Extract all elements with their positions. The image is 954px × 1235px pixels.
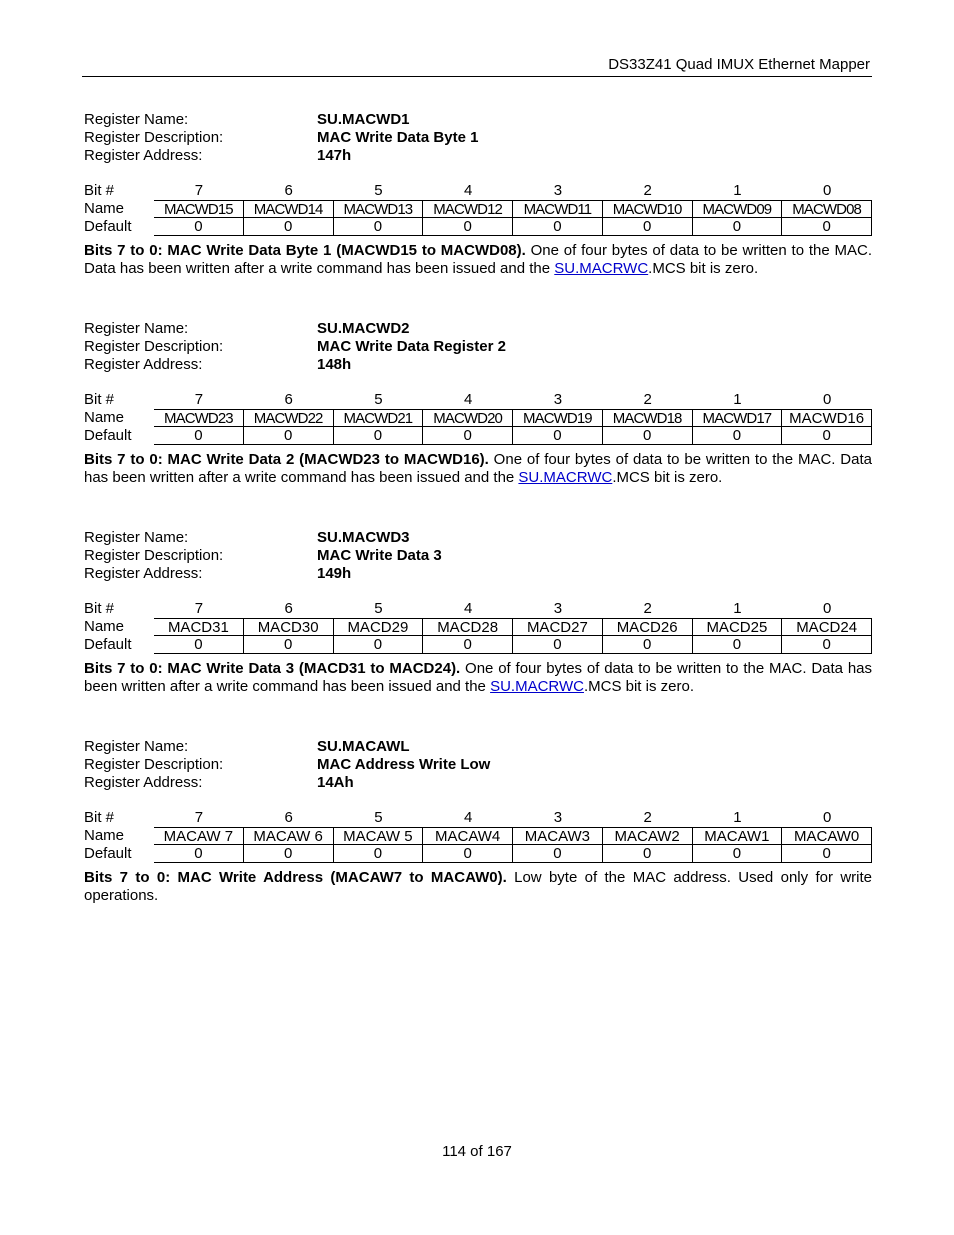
bit-default-cell: 0 <box>244 636 334 654</box>
bit-name-cell: MACD25 <box>693 618 783 636</box>
bit-number: 4 <box>463 809 473 826</box>
bit-default-cell: 0 <box>334 427 424 445</box>
bit-name-cell: MACWD22 <box>244 409 334 427</box>
register-address-row <box>84 147 872 165</box>
register-description-value: MAC Write Data Register 2 <box>317 338 506 355</box>
register-link-macrwc[interactable]: SU.MACRWC <box>554 260 649 277</box>
register-description-label: Register Description: <box>84 756 224 773</box>
register-description-value: MAC Write Data 3 <box>317 547 442 564</box>
bit-default-cell: 0 <box>782 845 872 863</box>
bit-default-cell: 0 <box>154 845 244 863</box>
bit-default-cell: 0 <box>513 427 603 445</box>
bit-description-tail: .MCS bit is zero. <box>612 469 723 486</box>
bit-description-tail: .MCS bit is zero. <box>648 260 759 277</box>
bit-name-cell: MACWD19 <box>513 409 603 427</box>
bit-default-cell: 0 <box>693 427 783 445</box>
default-row-label: Default <box>84 427 132 444</box>
bit-table <box>84 391 872 445</box>
bit-row-label: Bit # <box>84 600 115 617</box>
bit-description-heading: Bits 7 to 0: MAC Write Data 2 (MACWD23 to MACWD16). <box>84 451 489 468</box>
bit-number: 1 <box>733 600 742 617</box>
bit-number: 0 <box>822 600 832 617</box>
default-row-label: Default <box>84 218 132 235</box>
register-name-value: SU.MACWD3 <box>317 529 410 546</box>
bit-default-cell: 0 <box>423 845 513 863</box>
register-address-row <box>84 356 872 374</box>
bit-number: 4 <box>463 391 473 408</box>
bit-name-cell: MACAW 6 <box>244 827 334 845</box>
bit-name-cell: MACWD08 <box>782 200 872 218</box>
bit-number: 2 <box>643 182 652 199</box>
bit-number: 7 <box>194 182 204 199</box>
bit-number: 1 <box>733 182 742 199</box>
bit-name-row <box>84 409 872 427</box>
register-name-row <box>84 111 872 129</box>
bit-name-cell: MACD24 <box>782 618 872 636</box>
bit-default-cell: 0 <box>334 218 424 236</box>
register-address-value: 149h <box>317 565 352 582</box>
bit-name-cell: MACWD09 <box>693 200 783 218</box>
bit-description-heading: Bits 7 to 0: MAC Write Address (MACAW7 to MACAW0). <box>84 869 507 886</box>
bit-name-cell: MACWD14 <box>244 200 334 218</box>
bit-description-text: One of four bytes of data to be written to the MAC. Data has been written after a write command has been issued and the <box>84 451 872 486</box>
bit-name-cell: MACD30 <box>244 618 334 636</box>
bit-number: 0 <box>822 809 832 826</box>
register-link-macrwc[interactable]: SU.MACRWC <box>490 678 584 695</box>
bit-default-cell: 0 <box>513 636 603 654</box>
bit-name-cell: MACD26 <box>603 618 693 636</box>
bit-row-label: Bit # <box>84 182 115 199</box>
register-name-value: SU.MACAWL <box>317 738 410 755</box>
bit-description-heading: Bits 7 to 0: MAC Write Data 3 (MACD31 to MACD24). <box>84 660 461 677</box>
bit-number: 5 <box>374 182 383 199</box>
bit-description-tail: .MCS bit is zero. <box>583 678 694 695</box>
bit-number: 7 <box>194 600 204 617</box>
bit-name-cell: MACAW 5 <box>334 827 424 845</box>
bit-number: 1 <box>733 391 742 408</box>
name-row-label: Name <box>84 409 125 426</box>
bit-number: 3 <box>553 182 563 199</box>
bit-number: 6 <box>284 182 293 199</box>
bit-default-cell: 0 <box>782 218 872 236</box>
bit-name-cell: MACD29 <box>334 618 424 636</box>
bit-number: 3 <box>553 600 563 617</box>
document-header-title: DS33Z41 Quad IMUX Ethernet Mapper <box>608 56 870 73</box>
register-name-label: Register Name: <box>84 738 189 755</box>
bit-name-row <box>84 618 872 636</box>
bit-number: 3 <box>553 391 563 408</box>
register-address-label: Register Address: <box>84 774 203 791</box>
bit-row-label: Bit # <box>84 809 115 826</box>
bit-name-cell: MACAW3 <box>513 827 603 845</box>
name-row-label: Name <box>84 827 125 844</box>
bit-name-cell: MACWD11 <box>513 200 603 218</box>
register-section-macwd1 <box>84 111 872 278</box>
bit-default-cell: 0 <box>782 427 872 445</box>
register-name-row <box>84 738 872 756</box>
header-divider <box>82 76 872 77</box>
bit-default-row <box>84 845 872 863</box>
bit-default-cell: 0 <box>334 845 424 863</box>
bit-name-cell: MACD31 <box>154 618 244 636</box>
bit-number: 2 <box>643 391 652 408</box>
bit-table <box>84 600 872 654</box>
bit-description <box>84 242 872 278</box>
bit-default-row <box>84 218 872 236</box>
register-description-row <box>84 756 872 774</box>
bit-default-row <box>84 636 872 654</box>
bit-name-cell: MACAW1 <box>693 827 783 845</box>
register-address-row <box>84 565 872 583</box>
register-description-label: Register Description: <box>84 338 224 355</box>
bit-name-cell: MACAW2 <box>603 827 693 845</box>
page-number: 114 of 167 <box>442 1143 512 1160</box>
register-section-macawl <box>84 738 872 905</box>
register-name-row <box>84 320 872 338</box>
register-section-macwd3 <box>84 529 872 696</box>
register-address-value: 147h <box>317 147 352 164</box>
register-description-row <box>84 338 872 356</box>
bit-default-cell: 0 <box>244 218 334 236</box>
bit-default-cell: 0 <box>603 636 693 654</box>
bit-number: 5 <box>374 391 383 408</box>
bit-name-cell: MACAW 7 <box>154 827 244 845</box>
bit-description-heading: Bits 7 to 0: MAC Write Data Byte 1 (MACWD15 to MACWD08). <box>84 242 526 259</box>
bit-number-row <box>84 391 872 409</box>
bit-number: 5 <box>374 600 383 617</box>
bit-default-cell: 0 <box>693 636 783 654</box>
default-row-label: Default <box>84 636 132 653</box>
name-row-label: Name <box>84 200 125 217</box>
bit-number: 1 <box>733 809 742 826</box>
bit-name-row <box>84 827 872 845</box>
bit-name-cell: MACD27 <box>513 618 603 636</box>
bit-name-cell: MACWD13 <box>334 200 424 218</box>
bit-default-cell: 0 <box>513 845 603 863</box>
register-address-label: Register Address: <box>84 565 203 582</box>
bit-default-cell: 0 <box>603 218 693 236</box>
bit-name-cell: MACAW4 <box>423 827 513 845</box>
bit-default-cell: 0 <box>154 636 244 654</box>
bit-number: 7 <box>194 391 204 408</box>
bit-name-row <box>84 200 872 218</box>
bit-name-cell: MACWD21 <box>334 409 424 427</box>
register-name-value: SU.MACWD2 <box>317 320 410 337</box>
register-description-label: Register Description: <box>84 129 224 146</box>
bit-number: 4 <box>463 182 473 199</box>
bit-number: 6 <box>284 391 293 408</box>
bit-name-cell: MACD28 <box>423 618 513 636</box>
bit-name-cell: MACWD20 <box>423 409 513 427</box>
register-description-row <box>84 129 872 147</box>
bit-name-cell: MACWD23 <box>154 409 244 427</box>
bit-name-cell: MACAW0 <box>782 827 872 845</box>
bit-description <box>84 660 872 696</box>
bit-number: 6 <box>284 809 293 826</box>
bit-description-text: One of four bytes of data to be written to the MAC. Data has been written after a write command has been issued and the <box>84 242 873 277</box>
register-description-row <box>84 547 872 565</box>
bit-name-cell: MACWD18 <box>603 409 693 427</box>
default-row-label: Default <box>84 845 132 862</box>
register-name-value: SU.MACWD1 <box>317 111 410 128</box>
bit-default-cell: 0 <box>244 427 334 445</box>
bit-name-cell: MACWD10 <box>603 200 693 218</box>
register-name-label: Register Name: <box>84 320 189 337</box>
bit-default-cell: 0 <box>693 845 783 863</box>
bit-default-cell: 0 <box>693 218 783 236</box>
bit-default-cell: 0 <box>154 218 244 236</box>
bit-default-cell: 0 <box>782 636 872 654</box>
register-link-macrwc[interactable]: SU.MACRWC <box>518 469 613 486</box>
bit-default-cell: 0 <box>603 845 693 863</box>
bit-default-cell: 0 <box>244 845 334 863</box>
bit-table <box>84 809 872 863</box>
register-address-value: 14Ah <box>317 774 354 791</box>
name-row-label: Name <box>84 618 125 635</box>
bit-number: 7 <box>194 809 204 826</box>
bit-default-cell: 0 <box>603 427 693 445</box>
bit-description <box>84 451 872 487</box>
bit-name-cell: MACWD15 <box>154 200 244 218</box>
bit-number: 0 <box>822 391 832 408</box>
bit-default-cell: 0 <box>334 636 424 654</box>
register-address-label: Register Address: <box>84 356 203 373</box>
register-description-label: Register Description: <box>84 547 224 564</box>
register-description-value: MAC Address Write Low <box>317 756 491 773</box>
bit-default-row <box>84 427 872 445</box>
bit-number: 2 <box>643 809 652 826</box>
bit-default-cell: 0 <box>423 218 513 236</box>
register-address-label: Register Address: <box>84 147 203 164</box>
bit-default-cell: 0 <box>423 427 513 445</box>
bit-number: 2 <box>643 600 652 617</box>
register-address-value: 148h <box>317 356 352 373</box>
bit-number: 3 <box>553 809 563 826</box>
bit-name-cell: MACWD12 <box>423 200 513 218</box>
bit-default-cell: 0 <box>154 427 244 445</box>
bit-description <box>84 869 872 905</box>
bit-name-cell: MACWD16 <box>782 409 872 427</box>
register-name-label: Register Name: <box>84 529 189 546</box>
register-name-row <box>84 529 872 547</box>
bit-table <box>84 182 872 236</box>
bit-description-text: One of four bytes of data to be written to the MAC. Data has been written after a write command has been issued and the <box>84 660 872 695</box>
bit-number-row <box>84 809 872 827</box>
bit-number: 5 <box>374 809 383 826</box>
bit-default-cell: 0 <box>423 636 513 654</box>
bit-number: 6 <box>284 600 293 617</box>
register-address-row <box>84 774 872 792</box>
bit-name-cell: MACWD17 <box>693 409 783 427</box>
bit-number: 4 <box>463 600 473 617</box>
register-section-macwd2 <box>84 320 872 487</box>
register-name-label: Register Name: <box>84 111 189 128</box>
bit-number-row <box>84 600 872 618</box>
bit-number: 0 <box>822 182 832 199</box>
register-description-value: MAC Write Data Byte 1 <box>317 129 479 146</box>
bit-description-text: Low byte of the MAC address. Used only for write operations. <box>84 869 872 904</box>
bit-number-row <box>84 182 872 200</box>
bit-row-label: Bit # <box>84 391 115 408</box>
bit-default-cell: 0 <box>513 218 603 236</box>
